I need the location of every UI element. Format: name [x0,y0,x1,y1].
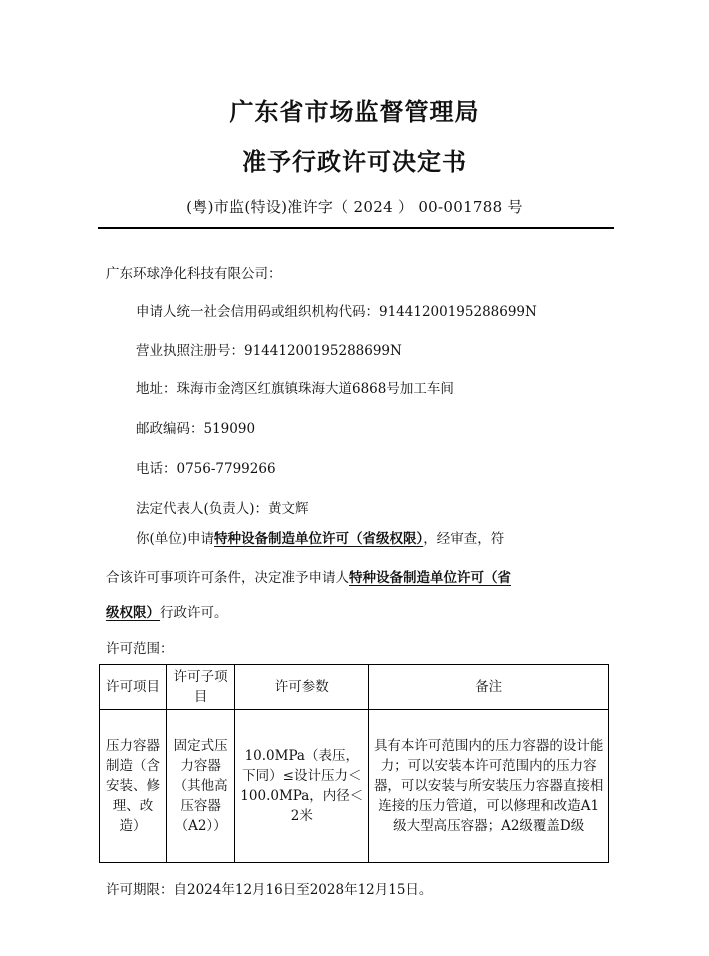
header-divider [98,227,614,229]
table-header-row [100,665,609,710]
issuing-authority-title: 广东省市场监督管理局 [229,98,480,126]
decision-text: 你(单位)申请 [136,531,215,547]
postal-code-line: 邮政编码：519090 [136,421,256,437]
decision-text: 行政许可。 [160,605,228,621]
cell-license-subitem: 固定式压力容器（其他高压容器（A2）） [167,710,235,863]
document-number: (粤)市监(特设)准许字（ 2024 ） 00-001788 号 [186,198,523,216]
cell-license-item: 压力容器制造（含安装、修理、改造） [100,710,167,863]
business-license-line: 营业执照注册号：91441200195288699N [136,343,402,359]
decision-text: 合该许可事项许可条件，决定准予申请人 [106,570,349,586]
cell-license-parameters: 10.0MPa（表压，下同）≤设计压力＜100.0MPa，内径＜2米 [235,710,369,863]
validity-period: 许可期限：自2024年12月16日至2028年12月15日。 [106,882,433,898]
license-name: 特种设备制造单位许可（省 [349,570,511,586]
phone-line: 电话：0756-7799266 [136,461,276,477]
address-line: 地址：珠海市金湾区红旗镇珠海大道6868号加工车间 [136,381,454,397]
header-license-parameters: 许可参数 [235,665,369,710]
credit-code-line: 申请人统一社会信用码或组织机构代码：91441200195288699N [136,304,537,320]
decision-line-1 [136,527,504,547]
recipient-line: 广东环球净化科技有限公司： [106,266,282,282]
document-title: 准予行政许可决定书 [242,148,467,176]
legal-representative-line: 法定代表人(负责人)：黄文辉 [136,501,309,517]
license-scope-table [99,664,609,863]
table-row [100,710,609,863]
license-name: 特种设备制造单位许可（省级权限） [214,531,424,547]
scope-label: 许可范围： [106,641,174,657]
license-name: 级权限） [106,605,160,621]
decision-text: ，经审查，符 [423,531,505,547]
decision-line-2 [106,566,511,586]
decision-line-3 [106,601,228,621]
cell-remarks: 具有本许可范围内的压力容器的设计能力；可以安装本许可范围内的压力容器，可以安装与所安装压力容器直接相连接的压力管道，可以修理和改造A1级大型高压容器；A2级覆盖D级 [369,710,609,863]
header-license-subitem: 许可子项目 [167,665,235,710]
header-license-item: 许可项目 [100,665,167,710]
header-remarks: 备注 [369,665,609,710]
